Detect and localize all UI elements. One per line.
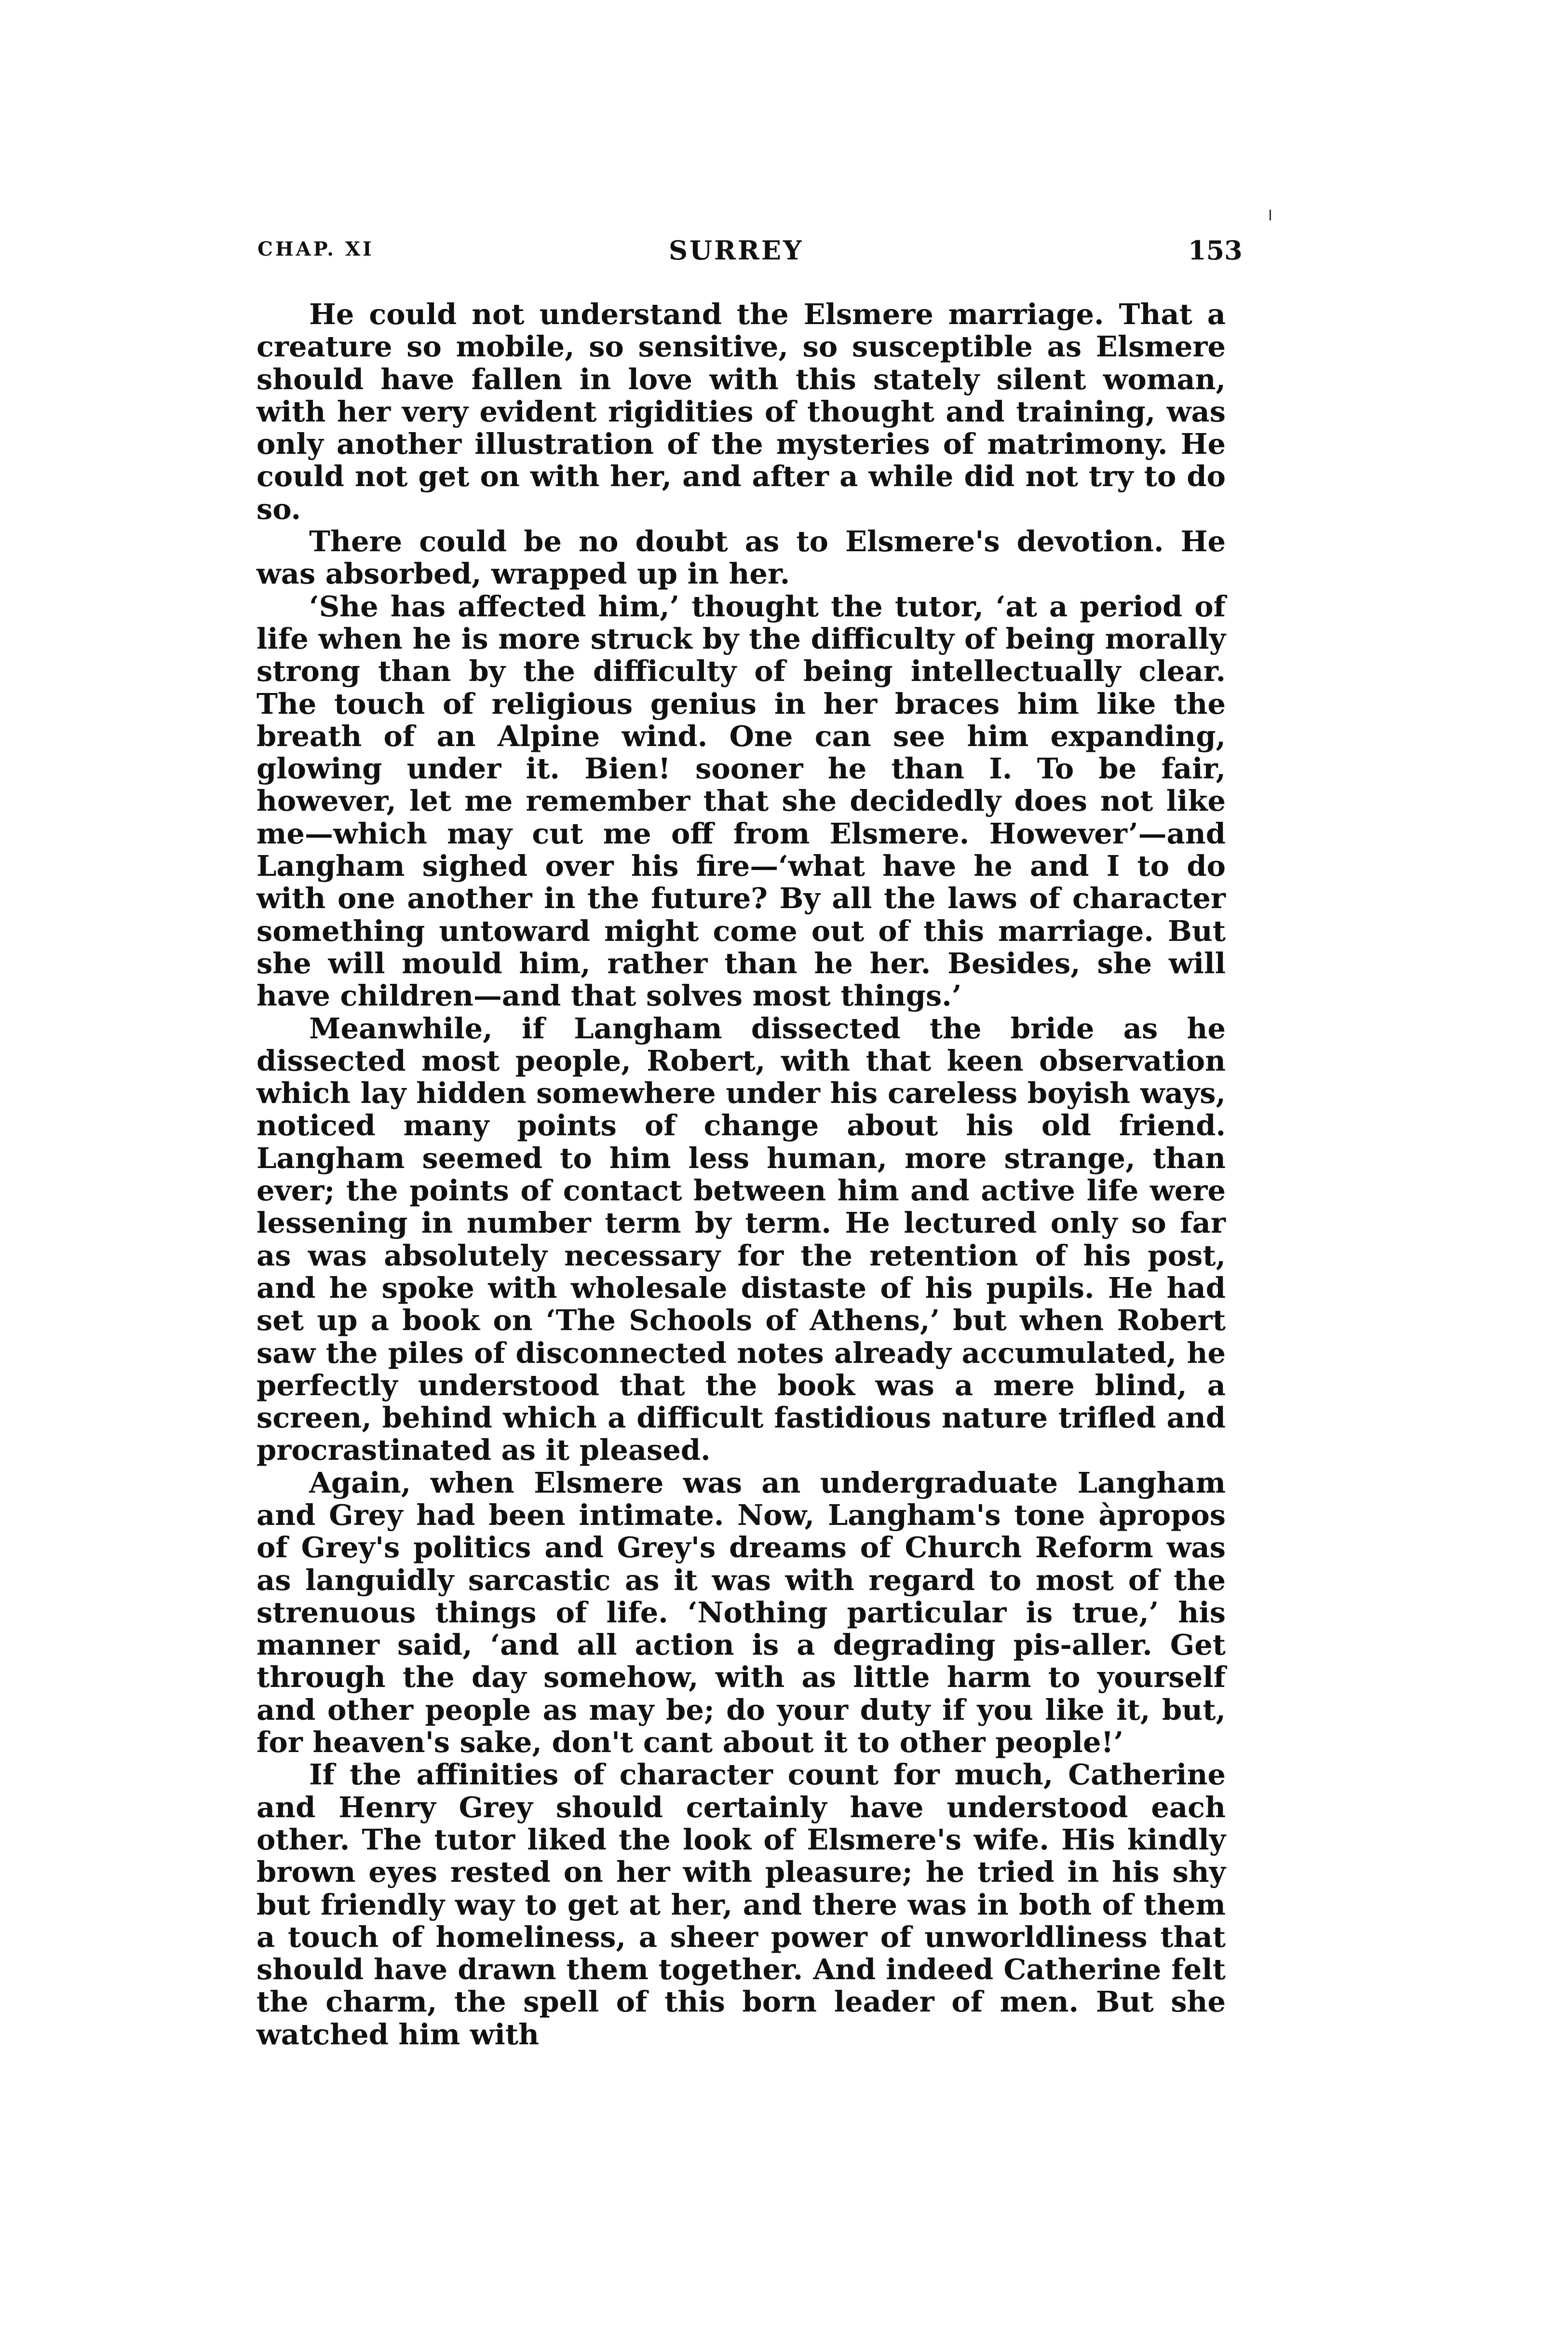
paragraph: Meanwhile, if Langham dissected the bride as he dissected most people, Robert, with that keen observation which lay hidden somewhere under his careless boyish ways, noticed many points of change about his old friend. Langham seemed to him less human, more strange, than ever; the points of contact between him and active life were lessening in number term by term. He lectured only so far as was absolutely necessary for the retention of his post, and he spoke with wholesale distaste of his pupils. He had set up a book on ‘The Schools of Athens,’ but when Robert saw the piles of disconnected notes already accumulated, he perfectly understood that the book was a mere blind, a screen, behind which a difficult fastidious nature trifled and procrastinated as it pleased. bbox=[257, 1011, 1226, 1467]
body-text bbox=[257, 298, 1226, 2051]
chapter-label: CHAP. XI bbox=[257, 238, 374, 260]
paragraph: ‘She has affected him,’ thought the tutor, ‘at a period of life when he is more struck by the difficulty of being morally strong than by the difficulty of being intellectually clear. The touch of religious genius in her braces him like the breath of an Alpine wind. One can see him expanding, glowing under it. Bien! sooner he than I. To be fair, however, let me remember that she decidedly does not like me—which may cut me off from Elsmere. However’—and Langham sighed over his fire—‘what have he and I to do with one another in the future? By all the laws of character something untoward might come out of this marriage. But she will mould him, rather than he her. Besides, she will have children—and that solves most things.’ bbox=[257, 589, 1226, 1013]
paragraph: Again, when Elsmere was an undergraduate Langham and Grey had been intimate. Now, Langham's tone àpropos of Grey's politics and Grey's dreams of Church Reform was as languidly sarcastic as it was with regard to most of the strenuous things of life. ‘Nothing particular is true,’ his manner said, ‘and all action is a degrading pis-aller. Get through the day somehow, with as little harm to yourself and other people as may be; do your duty if you like it, but, for heaven's sake, don't cant about it to other people!’ bbox=[257, 1466, 1226, 1759]
paragraph: If the affinities of character count for much, Catherine and Henry Grey should certainly have understood each other. The tutor liked the look of Elsmere's wife. His kindly brown eyes rested on her with pleasure; he tried in his shy but friendly way to get at her, and there was in both of them a touch of homeliness, a sheer power of unworldliness that should have drawn them together. And indeed Catherine felt the charm, the spell of this born leader of men. But she watched him with bbox=[257, 1758, 1226, 2051]
page-number: 153 bbox=[1188, 235, 1243, 266]
running-head bbox=[257, 235, 1243, 272]
paragraph: He could not understand the Elsmere marriage. That a creature so mobile, so sensitive, so susceptible as Elsmere should have fallen in love with this stately silent woman, with her very evident rigidities of thought and training, was only another illustration of the mysteries of matrimony. He could not get on with her, and after a while did not try to do so. bbox=[257, 298, 1226, 526]
paragraph: There could be no doubt as to Elsmere's devotion. He was absorbed, wrapped up in her. bbox=[257, 525, 1226, 591]
running-title: SURREY bbox=[669, 235, 804, 266]
margin-mark bbox=[1270, 210, 1271, 220]
